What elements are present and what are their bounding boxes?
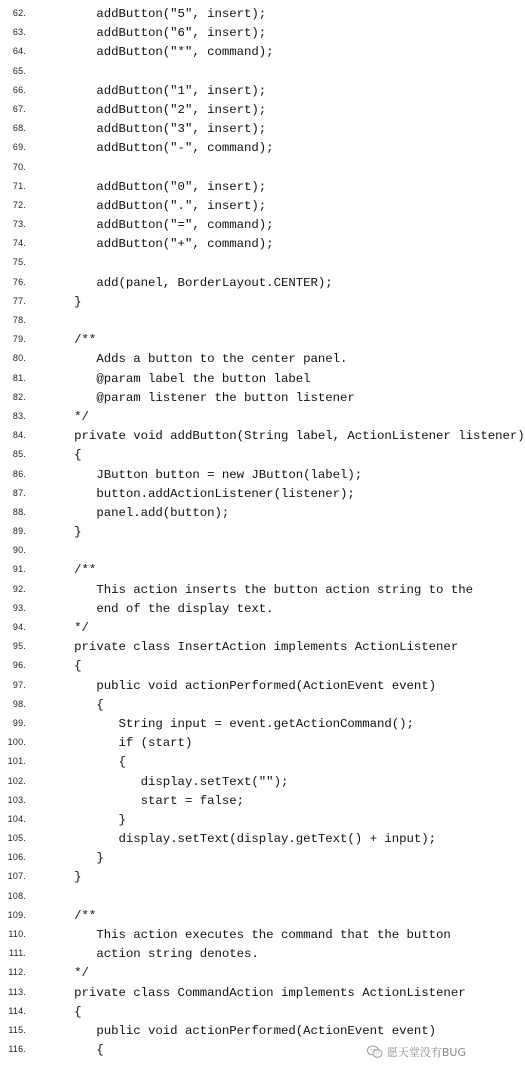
line-number: 116. <box>8 1044 26 1055</box>
line-number: 63. <box>12 27 26 38</box>
line-number: 80. <box>12 353 26 364</box>
line-number: 108. <box>7 890 26 901</box>
line-code-text: addButton("5", insert); <box>52 7 267 21</box>
code-line <box>0 849 474 868</box>
line-code-text: private class InsertAction implements ActionListener <box>52 640 459 655</box>
line-number: 83. <box>12 410 26 421</box>
line-code-text: private void addButton(String label, ActionListener listener) <box>52 429 525 444</box>
line-number: 113. <box>8 986 26 997</box>
line-code-text: display.setText(""); <box>52 774 289 789</box>
code-line <box>0 312 474 331</box>
line-number: 88. <box>12 506 26 517</box>
line-number: 65. <box>12 65 26 76</box>
code-line <box>0 24 474 43</box>
code-line <box>0 370 474 389</box>
code-line <box>0 82 474 101</box>
line-code-text: public void actionPerformed(ActionEvent event) <box>52 1023 437 1038</box>
code-line <box>0 734 474 753</box>
line-code-text: String input = event.getActionCommand(); <box>52 716 414 731</box>
line-number: 87. <box>12 487 26 498</box>
code-line <box>0 159 474 178</box>
line-code-text: } <box>52 812 126 827</box>
line-number: 74. <box>12 238 26 249</box>
code-line <box>0 773 474 792</box>
code-line <box>0 600 474 619</box>
line-number: 73. <box>12 219 26 230</box>
line-code-text: public void actionPerformed(ActionEvent event) <box>52 678 437 693</box>
code-line <box>0 984 474 1003</box>
line-code-text: Adds a button to the center panel. <box>52 352 348 367</box>
line-number: 79. <box>12 334 26 345</box>
code-line <box>0 216 474 235</box>
line-number: 81. <box>12 372 26 383</box>
line-code-text: addButton("-", command); <box>52 141 274 156</box>
line-number: 76. <box>12 276 26 287</box>
code-line <box>0 638 474 657</box>
line-code-text: } <box>52 870 82 885</box>
code-line <box>0 581 474 600</box>
line-code-text: @param listener the button listener <box>52 390 355 405</box>
line-number: 100. <box>7 737 26 748</box>
line-number: 71. <box>12 180 26 191</box>
line-number: 115. <box>8 1024 26 1035</box>
line-number: 90. <box>12 545 26 556</box>
line-code-text: @param label the button label <box>52 371 311 386</box>
code-line <box>0 504 474 523</box>
line-number: 91. <box>12 564 26 575</box>
code-line <box>0 792 474 811</box>
code-line <box>0 427 525 446</box>
line-code-text: addButton("1", insert); <box>52 83 267 98</box>
code-line <box>0 389 474 408</box>
line-number: 68. <box>12 123 26 134</box>
code-line <box>0 619 474 638</box>
line-code-text: addButton("0", insert); <box>52 179 267 194</box>
line-code-text: addButton(".", insert); <box>52 198 267 213</box>
code-line <box>0 446 474 465</box>
code-line <box>0 197 474 216</box>
line-number: 106. <box>7 852 26 863</box>
line-code-text: /** <box>52 908 97 923</box>
code-line <box>0 561 474 580</box>
line-code-text: } <box>52 294 82 309</box>
code-line <box>0 408 474 427</box>
code-line <box>0 811 474 830</box>
line-number: 84. <box>12 430 26 441</box>
code-line <box>0 677 474 696</box>
line-code-text: panel.add(button); <box>52 505 230 520</box>
code-line <box>0 350 474 369</box>
line-number: 62. <box>12 8 26 18</box>
line-code-text: end of the display text. <box>52 601 274 616</box>
code-line <box>0 466 474 485</box>
line-code-text: { <box>52 448 82 463</box>
line-number: 101. <box>7 756 26 767</box>
line-number: 82. <box>12 391 26 402</box>
line-number: 112. <box>8 967 26 978</box>
line-number: 86. <box>12 468 26 479</box>
line-code-text: { <box>52 755 126 770</box>
line-number: 104. <box>7 813 26 824</box>
line-number: 78. <box>12 315 26 325</box>
code-line <box>0 274 474 293</box>
code-line <box>0 753 474 772</box>
line-number: 114. <box>8 1005 26 1016</box>
line-code-text: private class CommandAction implements ActionListener <box>52 985 466 1000</box>
line-code-text: addButton("*", command); <box>52 45 274 60</box>
line-code-text: /** <box>52 333 97 348</box>
line-code-text: { <box>52 659 82 674</box>
line-code-text: display.setText(display.getText() + input); <box>52 832 437 847</box>
line-code-text: } <box>52 851 104 866</box>
code-line <box>0 485 474 504</box>
line-code-text: start = false; <box>52 793 245 808</box>
line-number: 75. <box>12 257 26 268</box>
code-line <box>0 868 474 887</box>
line-number: 99. <box>12 717 26 728</box>
code-line <box>0 657 474 676</box>
line-number: 107. <box>7 871 26 882</box>
code-line <box>0 542 474 561</box>
code-line <box>0 235 474 254</box>
line-code-text: { <box>52 697 104 712</box>
line-number: 77. <box>12 295 26 306</box>
line-code-text: { <box>52 1004 82 1019</box>
code-line <box>0 293 474 312</box>
wechat-icon <box>367 1045 383 1059</box>
code-line <box>0 120 474 139</box>
line-number: 64. <box>12 46 26 57</box>
line-code-text: addButton("6", insert); <box>52 26 267 41</box>
line-number: 109. <box>7 909 26 920</box>
line-code-text: } <box>52 525 82 540</box>
code-line <box>0 178 474 197</box>
line-number: 102. <box>7 775 26 786</box>
line-code-text: { <box>52 1043 104 1058</box>
line-code-text: addButton("=", command); <box>52 218 274 233</box>
code-line <box>0 139 474 158</box>
code-line <box>0 907 474 926</box>
line-number: 70. <box>12 161 26 172</box>
code-listing <box>0 5 525 1060</box>
line-code-text: button.addActionListener(listener); <box>52 486 355 501</box>
line-number: 85. <box>12 449 26 460</box>
line-code-text: add(panel, BorderLayout.CENTER); <box>52 275 333 290</box>
code-line <box>0 888 474 907</box>
line-number: 89. <box>12 526 26 537</box>
code-line <box>0 523 474 542</box>
line-number: 94. <box>12 622 26 632</box>
code-line <box>0 945 474 964</box>
line-number: 72. <box>12 199 26 210</box>
line-number: 111. <box>9 948 26 959</box>
line-number: 66. <box>12 84 26 95</box>
code-line <box>0 715 474 734</box>
watermark <box>367 1044 466 1060</box>
code-line <box>0 101 474 120</box>
line-code-text: if (start) <box>52 736 193 751</box>
line-number: 110. <box>8 929 26 939</box>
line-code-text: JButton button = new JButton(label); <box>52 467 363 482</box>
line-number: 96. <box>12 660 26 671</box>
line-code-text: */ <box>52 621 89 635</box>
line-number: 97. <box>12 679 26 690</box>
code-line <box>0 1003 474 1022</box>
line-number: 95. <box>12 641 26 652</box>
line-number: 67. <box>12 103 26 114</box>
line-code-text: addButton("2", insert); <box>52 102 267 117</box>
line-code-text: /** <box>52 563 97 578</box>
code-line <box>0 63 474 82</box>
code-line <box>0 43 474 62</box>
line-number: 98. <box>12 698 26 709</box>
line-code-text: */ <box>52 409 89 424</box>
line-number: 105. <box>7 833 26 844</box>
code-line <box>0 254 474 273</box>
code-line <box>0 1022 474 1041</box>
code-line <box>0 696 474 715</box>
code-line <box>0 926 474 945</box>
line-number: 92. <box>12 583 26 594</box>
line-code-text: This action executes the command that the button <box>52 928 451 942</box>
line-code-text: This action inserts the button action string to the <box>52 582 473 597</box>
line-code-text: addButton("+", command); <box>52 237 274 252</box>
code-line <box>0 5 474 24</box>
line-number: 103. <box>7 794 26 805</box>
line-code-text: addButton("3", insert); <box>52 122 267 137</box>
watermark-text: 愿天堂没有BUG <box>386 1046 466 1059</box>
line-number: 93. <box>12 602 26 613</box>
line-number: 69. <box>12 142 26 153</box>
line-code-text: action string denotes. <box>52 947 259 962</box>
code-line <box>0 830 474 849</box>
code-line <box>0 964 474 983</box>
code-line <box>0 331 474 350</box>
line-code-text: */ <box>52 966 89 981</box>
